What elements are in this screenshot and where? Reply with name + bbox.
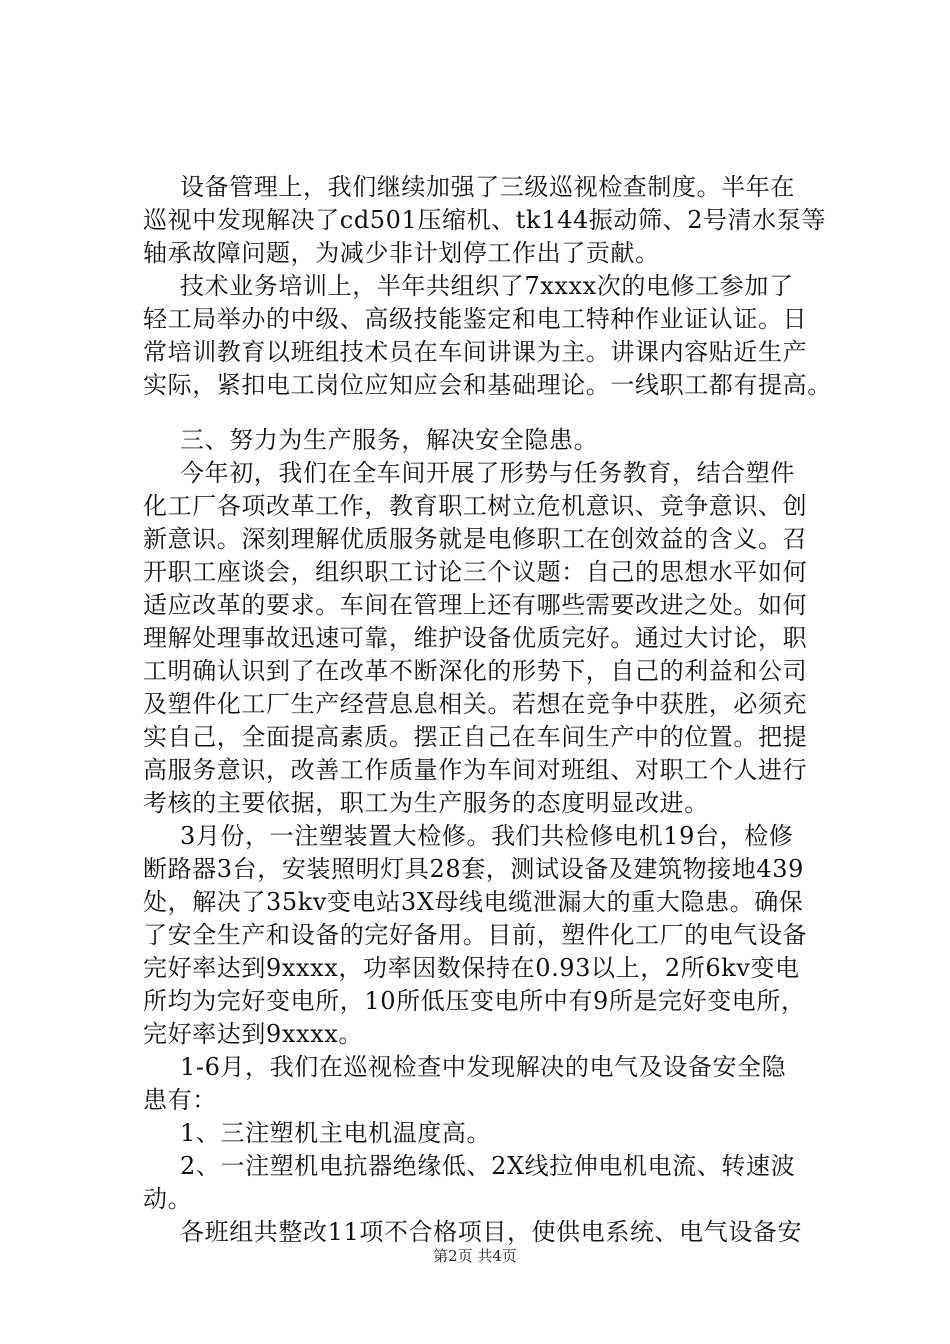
list-item: 1、三注塑机主电机温度高。 <box>180 1119 492 1147</box>
paragraph-line: 新意识。深刻理解优质服务就是电修职工在创效益的含义。召 <box>143 525 808 553</box>
paragraph-line: 处，解决了35kv变电站3X母线电缆泄漏大的重大隐患。确保 <box>143 888 804 916</box>
paragraph-line: 工明确认识到了在改革不断深化的形势下，自己的利益和公司 <box>143 657 808 685</box>
paragraph-line: 高服务意识，改善工作质量作为车间对班组、对职工个人进行 <box>143 756 808 784</box>
paragraph-line: 了安全生产和设备的完好备用。目前，塑件化工厂的电气设备 <box>143 921 808 949</box>
paragraph-line: 所均为完好变电所，10所低压变电所中有9所是完好变电所， <box>143 987 806 1015</box>
paragraph-line: 技术业务培训上，半年共组织了7xxxx次的电修工参加了 <box>180 272 794 300</box>
list-item: 2、一注塑机电抗器绝缘低、2X线拉伸电机电流、转速波 <box>180 1152 796 1180</box>
paragraph-line: 适应改革的要求。车间在管理上还有哪些需要改进之处。如何 <box>143 591 808 619</box>
paragraph-line: 化工厂各项改革工作，教育职工树立危机意识、竞争意识、创 <box>143 492 808 520</box>
paragraph-line: 完好率达到9xxxx。 <box>143 1020 364 1048</box>
paragraph-line: 及塑件化工厂生产经营息息相关。若想在竞争中获胜，必须充 <box>143 690 808 718</box>
paragraph-line: 开职工座谈会，组织职工讨论三个议题：自己的思想水平如何 <box>143 558 808 586</box>
paragraph-line: 轴承故障问题，为减少非计划停工作出了贡献。 <box>143 239 660 267</box>
paragraph-line: 今年初，我们在全车间开展了形势与任务教育，结合塑件 <box>180 459 795 487</box>
section-heading: 三、努力为生产服务，解决安全隐患。 <box>180 426 599 454</box>
paragraph-line: 考核的主要依据，职工为生产服务的态度明显改进。 <box>143 789 709 817</box>
paragraph-line: 设备管理上，我们继续加强了三级巡视检查制度。半年在 <box>180 173 795 201</box>
paragraph-line: 理解处理事故迅速可靠，维护设备优质完好。通过大讨论，职 <box>143 624 808 652</box>
page-number-footer: 第2页 共4页 <box>433 1247 517 1265</box>
paragraph-line: 完好率达到9xxxx，功率因数保持在0.93以上，2所6kv变电 <box>143 954 800 982</box>
paragraph-line: 各班组共整改11项不合格项目，使供电系统、电气设备安 <box>180 1218 803 1246</box>
paragraph-line: 1-6月，我们在巡视检查中发现解决的电气及设备安全隐 <box>180 1053 787 1081</box>
paragraph-line: 3月份，一注塑装置大检修。我们共检修电机19台，检修 <box>180 822 794 850</box>
paragraph-line: 巡视中发现解决了cd501压缩机、tk144振动筛、2号清水泵等 <box>143 206 827 234</box>
paragraph-line: 轻工局举办的中级、高级技能鉴定和电工特种作业证认证。日 <box>143 305 808 333</box>
paragraph-line: 患有： <box>143 1086 217 1114</box>
paragraph-line: 断路器3台，安装照明灯具28套，测试设备及建筑物接地439 <box>143 855 805 883</box>
paragraph-line: 动。 <box>143 1185 193 1213</box>
paragraph-line: 常培训教育以班组技术员在车间讲课为主。讲课内容贴近生产 <box>143 338 808 366</box>
paragraph-line: 实际，紧扣电工岗位应知应会和基础理论。一线职工都有提高。 <box>143 371 832 399</box>
paragraph-line: 实自己，全面提高素质。摆正自己在车间生产中的位置。把提 <box>143 723 808 751</box>
